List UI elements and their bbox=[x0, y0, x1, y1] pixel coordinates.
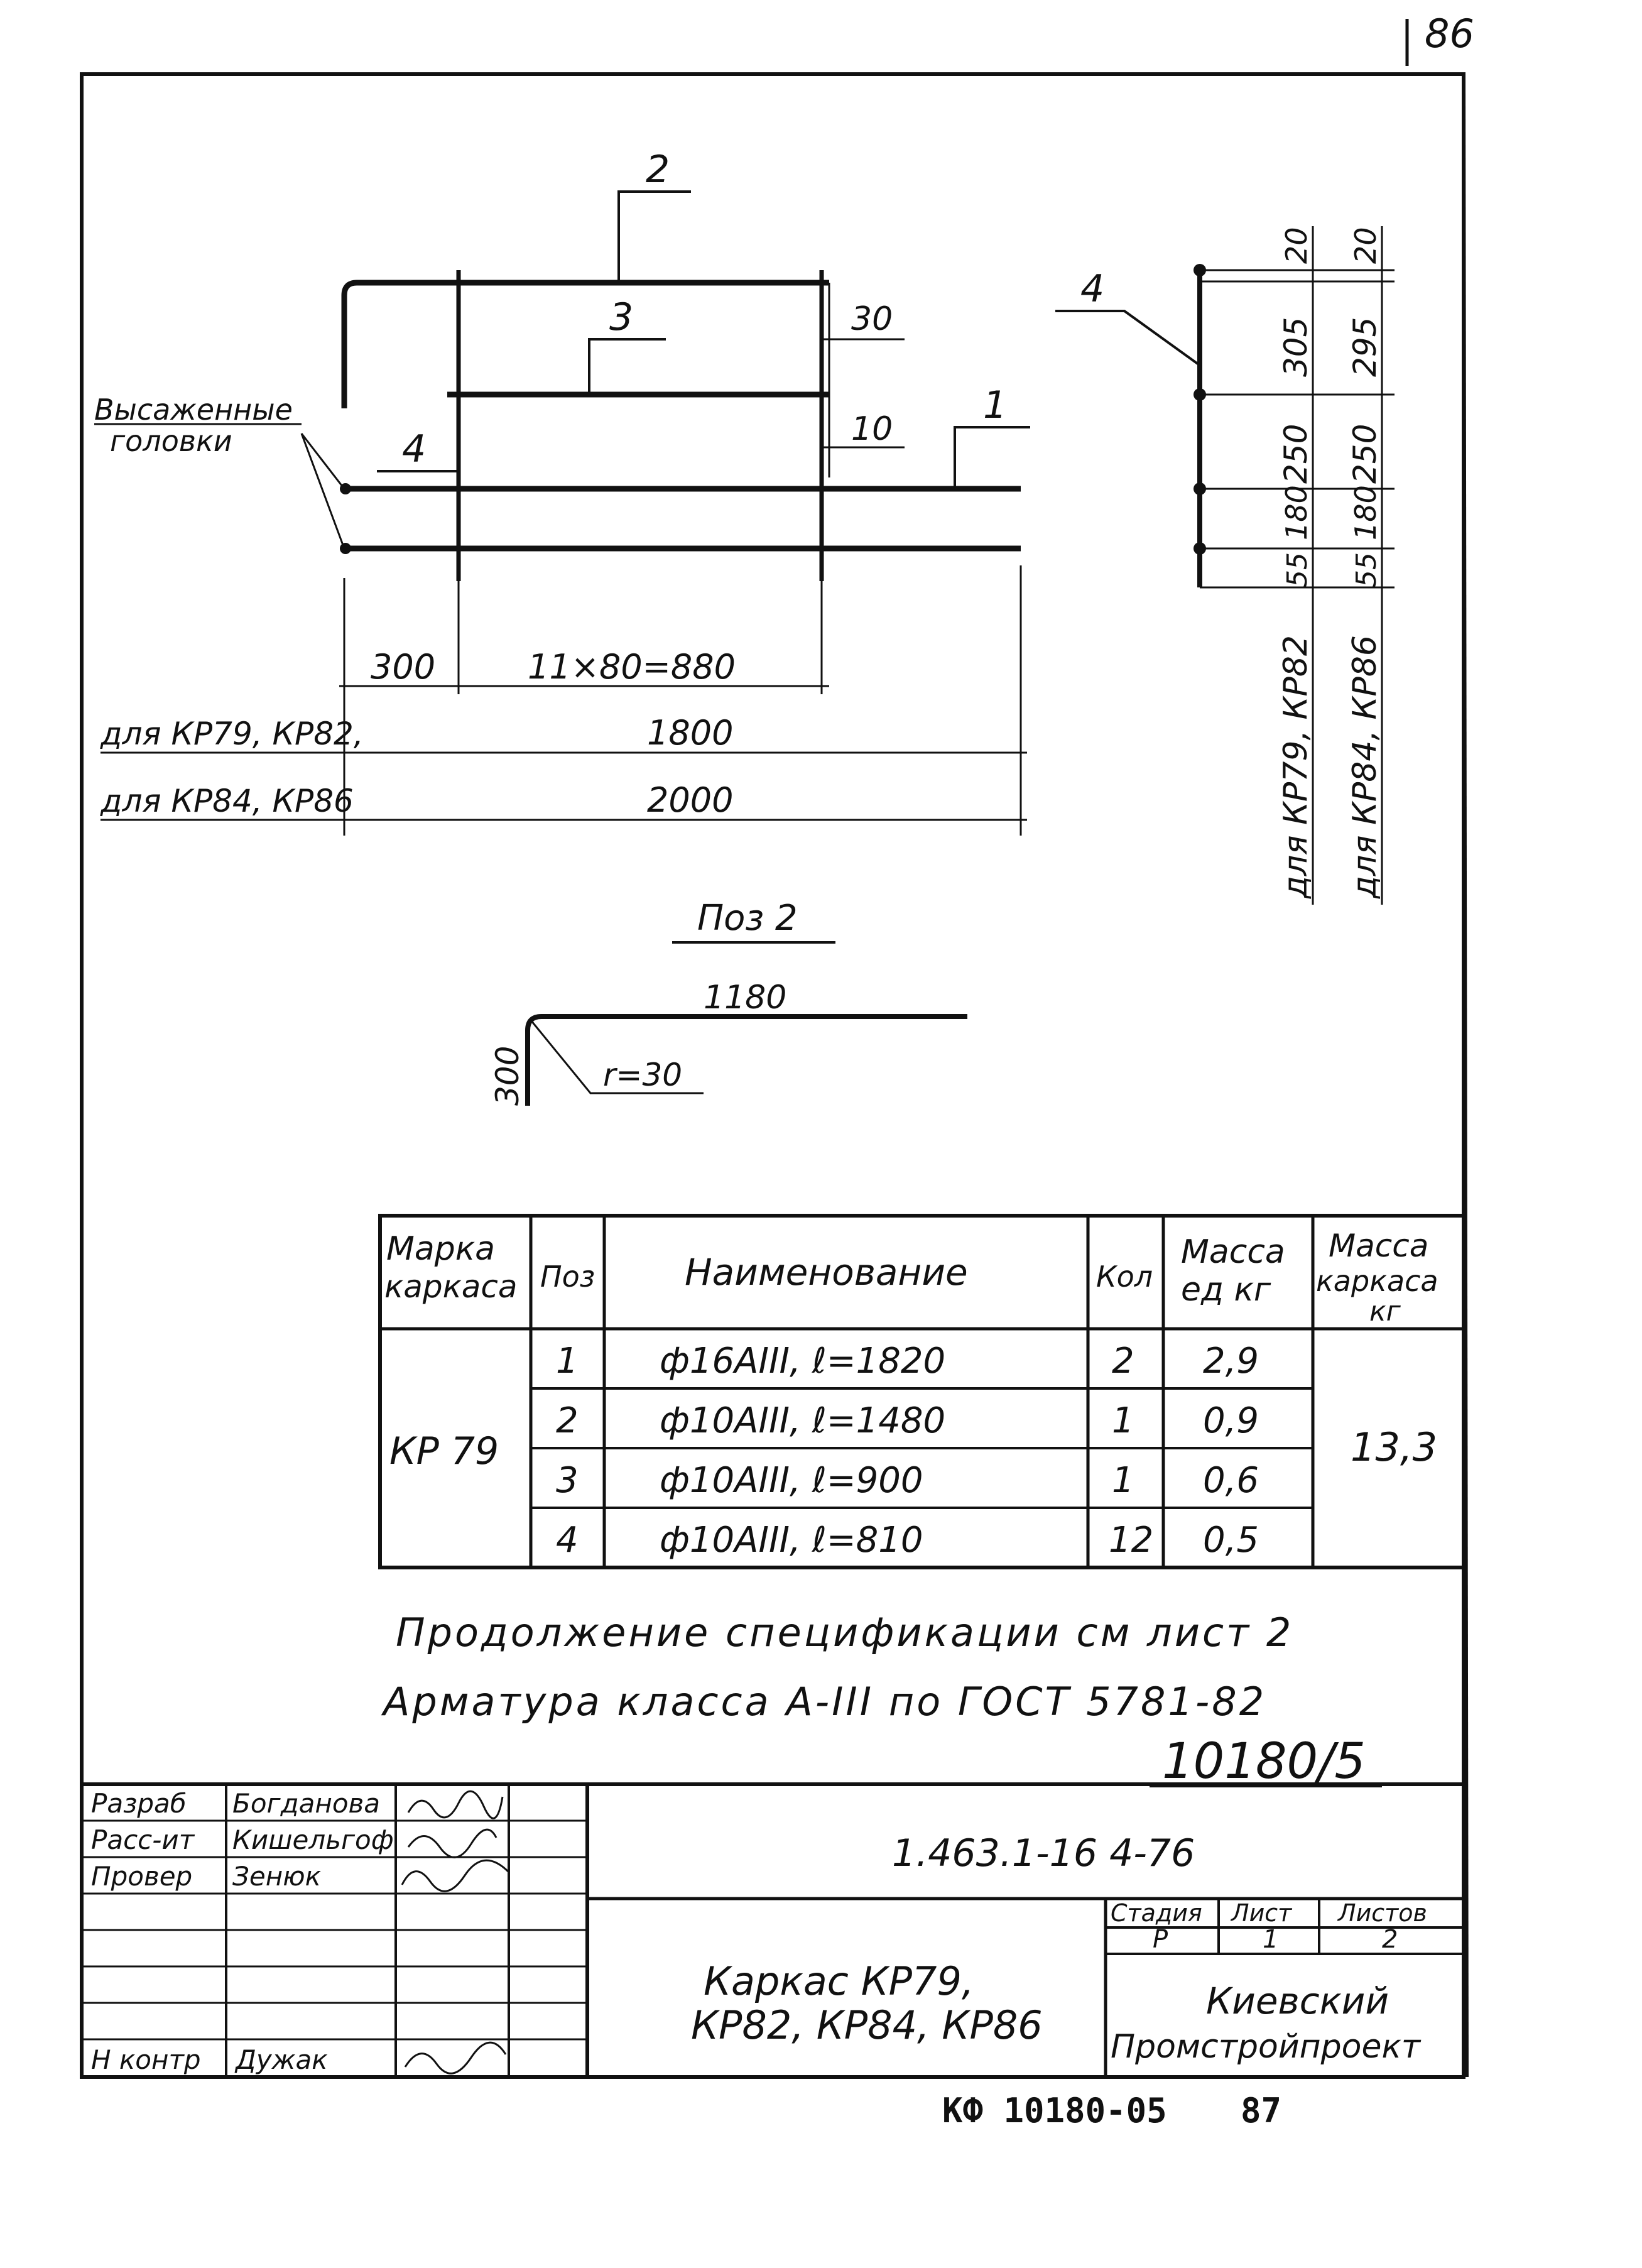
for-kr84-kr86: для КР84, КР86 bbox=[101, 783, 354, 819]
upset-heads-label-1: Высаженные bbox=[94, 393, 293, 427]
row-1-pos: 1 bbox=[556, 1341, 579, 1382]
row-2-pos: 2 bbox=[556, 1400, 579, 1441]
row-4-name: ф10АIII, ℓ=810 bbox=[660, 1520, 923, 1561]
tb-role-2: Расс-ит bbox=[91, 1824, 195, 1855]
row-3-name: ф10АIII, ℓ=900 bbox=[660, 1460, 923, 1501]
dim-2000: 2000 bbox=[647, 780, 734, 820]
pos2-detail bbox=[489, 898, 967, 1106]
cage-elevation bbox=[94, 148, 1030, 836]
hdr-mass-frame-1: Масса bbox=[1329, 1228, 1429, 1264]
row-1-name: ф16АIII, ℓ=1820 bbox=[660, 1341, 946, 1382]
callout-1-leader bbox=[955, 427, 1030, 489]
tb-stage-header: Стадия bbox=[1111, 1899, 1202, 1927]
dim-30: 30 bbox=[851, 300, 893, 338]
sec-dim-right-2: 250 bbox=[1347, 423, 1383, 484]
row-3-qty: 1 bbox=[1112, 1460, 1134, 1501]
dim-1800: 1800 bbox=[647, 713, 734, 753]
callout-2-leader bbox=[619, 192, 691, 283]
sec-dim-left-3: 180 bbox=[1280, 485, 1313, 540]
sec-dim-left-0: 20 bbox=[1280, 227, 1313, 264]
callout-3-leader bbox=[589, 339, 666, 395]
sec-dim-left-2: 250 bbox=[1278, 423, 1314, 484]
row-4-mass: 0,5 bbox=[1203, 1520, 1259, 1561]
title-block bbox=[82, 1784, 1464, 2077]
hdr-mass-unit-1: Масса bbox=[1181, 1233, 1285, 1271]
section-label-right: для КР84, КР86 bbox=[1346, 635, 1384, 898]
sec-dim-right-0: 20 bbox=[1349, 227, 1383, 264]
row-3-pos: 3 bbox=[556, 1460, 579, 1501]
pos2-leg: 300 bbox=[489, 1045, 526, 1106]
hdr-mass-frame-3: кг bbox=[1369, 1295, 1401, 1328]
tb-role-1: Разраб bbox=[91, 1788, 187, 1819]
tb-name-3: Зенюк bbox=[232, 1861, 321, 1892]
hdr-mass-frame-2: каркаса bbox=[1316, 1264, 1438, 1298]
note-line-2: Арматура класса А-III по ГОСТ 5781-82 bbox=[383, 1679, 1267, 1725]
sec-dim-left-4: 55 bbox=[1281, 552, 1313, 587]
signature-2 bbox=[408, 1829, 496, 1857]
row-2-mass: 0,9 bbox=[1203, 1400, 1259, 1441]
callout-1: 1 bbox=[983, 383, 1008, 427]
upset-heads-leader-2 bbox=[302, 433, 344, 548]
bottom-number: 87 bbox=[1241, 2091, 1282, 2130]
callout-2: 2 bbox=[646, 148, 670, 192]
row-4-qty: 12 bbox=[1109, 1520, 1154, 1561]
spec-table bbox=[380, 1216, 1464, 1567]
cage-section bbox=[1055, 226, 1395, 905]
tb-name-1: Богданова bbox=[232, 1788, 380, 1819]
bottom-code: КФ 10180-05 bbox=[942, 2091, 1167, 2130]
sec-dim-right-1: 295 bbox=[1347, 317, 1383, 377]
bar-pos2 bbox=[344, 283, 829, 408]
row-2-name: ф10АIII, ℓ=1480 bbox=[660, 1400, 946, 1441]
upset-heads-leader-1 bbox=[302, 433, 344, 489]
tb-stage: Р bbox=[1153, 1925, 1168, 1954]
page-number-top: 86 bbox=[1425, 11, 1474, 57]
hdr-mark-1: Марка bbox=[386, 1230, 496, 1268]
row-4-pos: 4 bbox=[556, 1520, 579, 1561]
dim-300: 300 bbox=[371, 647, 436, 687]
row-3-mass: 0,6 bbox=[1203, 1460, 1259, 1501]
tb-doc-code: 1.463.1-16 4-76 bbox=[892, 1831, 1195, 1875]
dim-10: 10 bbox=[851, 410, 893, 448]
tb-sheets: 2 bbox=[1382, 1925, 1398, 1954]
hdr-name: Наименование bbox=[685, 1251, 968, 1294]
sec-dim-right-4: 55 bbox=[1351, 552, 1383, 587]
upset-heads-label-2: головки bbox=[110, 424, 232, 458]
tb-sheet: 1 bbox=[1263, 1925, 1279, 1954]
signature-1 bbox=[408, 1791, 503, 1818]
dim-spacing: 11×80=880 bbox=[528, 647, 736, 687]
signature-8 bbox=[405, 2042, 506, 2073]
tb-org-1: Киевский bbox=[1206, 1980, 1389, 2022]
tb-name-2: Кишельгоф bbox=[232, 1824, 394, 1855]
callout-4-section-leader bbox=[1055, 311, 1199, 364]
tb-role-3: Провер bbox=[91, 1861, 193, 1892]
row-1-qty: 2 bbox=[1112, 1341, 1134, 1382]
row-2-qty: 1 bbox=[1112, 1400, 1134, 1441]
for-kr79-kr82: для КР79, КР82, bbox=[101, 716, 364, 752]
frame-mark: КР 79 bbox=[389, 1429, 499, 1473]
hdr-pos: Поз bbox=[540, 1260, 595, 1294]
tb-role-8: Н контр bbox=[91, 2044, 201, 2075]
hdr-mass-unit-2: ед кг bbox=[1181, 1271, 1271, 1309]
pos2-title: Поз 2 bbox=[697, 898, 798, 939]
hdr-qty: Кол bbox=[1096, 1260, 1153, 1294]
callout-4: 4 bbox=[402, 427, 427, 471]
tb-sheets-header: Листов bbox=[1338, 1899, 1427, 1927]
tb-title-2: КР82, КР84, КР86 bbox=[691, 2002, 1043, 2048]
sec-dim-right-3: 180 bbox=[1349, 485, 1383, 540]
signature-3 bbox=[402, 1860, 509, 1891]
callout-4-section: 4 bbox=[1080, 267, 1105, 311]
section-label-left: для КР79, КР82 bbox=[1277, 635, 1315, 898]
callout-3: 3 bbox=[609, 295, 634, 339]
frame-mass: 13,3 bbox=[1351, 1424, 1438, 1470]
sheet-ref: 10180/5 bbox=[1162, 1733, 1366, 1790]
tb-title-1: Каркас КР79, bbox=[704, 1958, 974, 2004]
hdr-mark-2: каркаса bbox=[384, 1268, 518, 1305]
upset-head-lower bbox=[340, 543, 351, 554]
row-1-mass: 2,9 bbox=[1203, 1341, 1259, 1382]
sec-dim-left-1: 305 bbox=[1278, 317, 1314, 377]
note-line-1: Продолжение спецификации см лист 2 bbox=[396, 1610, 1294, 1655]
tb-org-2: Промстройпроект bbox=[1111, 2028, 1421, 2066]
tb-sheet-header: Лист bbox=[1231, 1899, 1292, 1927]
pos2-radius: r=30 bbox=[603, 1057, 683, 1093]
pos2-length: 1180 bbox=[704, 979, 787, 1017]
tb-name-8: Дужак bbox=[236, 2044, 328, 2075]
